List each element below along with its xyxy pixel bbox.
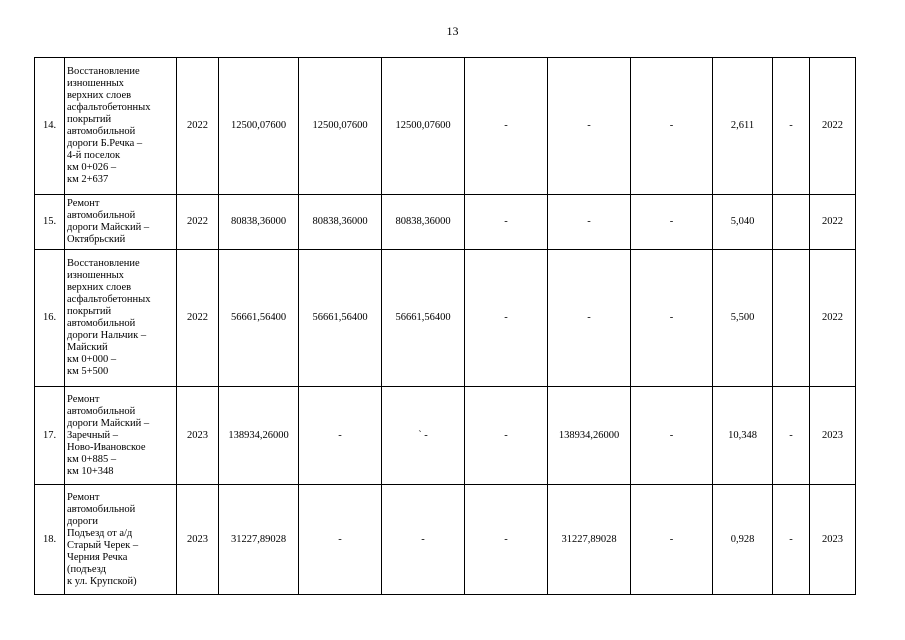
end-year: 2023 bbox=[810, 485, 856, 595]
cost-col-4: - bbox=[465, 387, 548, 485]
row-number: 14. bbox=[35, 58, 65, 195]
cost-col-6: - bbox=[631, 195, 713, 250]
total-cost: 12500,07600 bbox=[219, 58, 299, 195]
cost-col-4: - bbox=[465, 58, 548, 195]
page-number: 13 bbox=[446, 24, 459, 38]
row-number: 18. bbox=[35, 485, 65, 595]
road-length: 10,348 bbox=[713, 387, 773, 485]
road-length: 0,928 bbox=[713, 485, 773, 595]
table-row bbox=[35, 250, 856, 387]
object-name: Восстановление изношенных верхних слоев асфальтобетонных покрытий автомобильной дороги Б.Речка – 4-й поселок км 0+026 – км 2+637 bbox=[65, 58, 177, 195]
road-works-table bbox=[34, 57, 856, 595]
cost-col-3: 56661,56400 bbox=[382, 250, 465, 387]
road-length: 5,500 bbox=[713, 250, 773, 387]
cost-col-5: - bbox=[548, 58, 631, 195]
cost-col-6: - bbox=[631, 485, 713, 595]
row-number: 15. bbox=[35, 195, 65, 250]
table-row bbox=[35, 387, 856, 485]
table-row bbox=[35, 195, 856, 250]
cost-col-2: - bbox=[299, 485, 382, 595]
cost-col-2: - bbox=[299, 387, 382, 485]
total-cost: 56661,56400 bbox=[219, 250, 299, 387]
col-8: - bbox=[773, 485, 810, 595]
col-8: - bbox=[773, 58, 810, 195]
total-cost: 80838,36000 bbox=[219, 195, 299, 250]
total-cost: 138934,26000 bbox=[219, 387, 299, 485]
start-year: 2023 bbox=[177, 387, 219, 485]
end-year: 2022 bbox=[810, 58, 856, 195]
table-row bbox=[35, 485, 856, 595]
cost-col-5: - bbox=[548, 195, 631, 250]
end-year: 2023 bbox=[810, 387, 856, 485]
cost-col-4: - bbox=[465, 485, 548, 595]
cost-col-2: 56661,56400 bbox=[299, 250, 382, 387]
start-year: 2022 bbox=[177, 195, 219, 250]
cost-col-6: - bbox=[631, 387, 713, 485]
cost-col-4: - bbox=[465, 250, 548, 387]
cost-col-3: - bbox=[382, 485, 465, 595]
cost-col-2: 12500,07600 bbox=[299, 58, 382, 195]
end-year: 2022 bbox=[810, 195, 856, 250]
end-year: 2022 bbox=[810, 250, 856, 387]
cost-col-5: 138934,26000 bbox=[548, 387, 631, 485]
col-8 bbox=[773, 250, 810, 387]
col-8: - bbox=[773, 387, 810, 485]
object-name: Восстановление изношенных верхних слоев асфальтобетонных покрытий автомобильной дороги Нальчик – Майский км 0+000 – км 5+500 bbox=[65, 250, 177, 387]
object-name: Ремонт автомобильной дороги Майский – Октябрьский bbox=[65, 195, 177, 250]
road-length: 2,611 bbox=[713, 58, 773, 195]
cost-col-3: ` - bbox=[382, 387, 465, 485]
cost-col-6: - bbox=[631, 250, 713, 387]
start-year: 2022 bbox=[177, 58, 219, 195]
object-name: Ремонт автомобильной дороги Подъезд от а/д Старый Черек – Черния Речка (подъезд к ул. Крупской) bbox=[65, 485, 177, 595]
cost-col-4: - bbox=[465, 195, 548, 250]
cost-col-5: - bbox=[548, 250, 631, 387]
road-length: 5,040 bbox=[713, 195, 773, 250]
start-year: 2023 bbox=[177, 485, 219, 595]
table-row bbox=[35, 58, 856, 195]
cost-col-5: 31227,89028 bbox=[548, 485, 631, 595]
col-8 bbox=[773, 195, 810, 250]
cost-col-2: 80838,36000 bbox=[299, 195, 382, 250]
total-cost: 31227,89028 bbox=[219, 485, 299, 595]
cost-col-3: 80838,36000 bbox=[382, 195, 465, 250]
cost-col-6: - bbox=[631, 58, 713, 195]
cost-col-3: 12500,07600 bbox=[382, 58, 465, 195]
row-number: 16. bbox=[35, 250, 65, 387]
start-year: 2022 bbox=[177, 250, 219, 387]
object-name: Ремонт автомобильной дороги Майский – Заречный – Ново-Ивановское км 0+885 – км 10+348 bbox=[65, 387, 177, 485]
row-number: 17. bbox=[35, 387, 65, 485]
